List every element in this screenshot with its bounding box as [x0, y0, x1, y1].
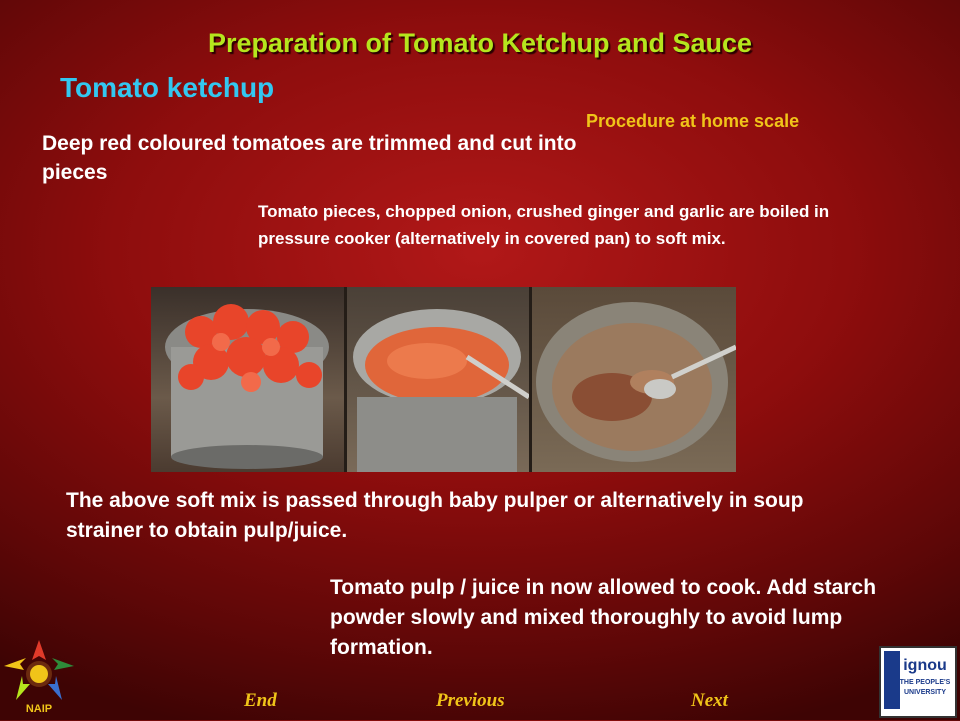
step-strain-pulp: The above soft mix is passed through baby pulper or alternatively in soup strainer to obtain pulp/juice. — [66, 489, 804, 542]
nav-next-link[interactable]: Next — [691, 690, 728, 711]
step-boil-mix: Tomato pieces, chopped onion, crushed ginger and garlic are boiled in pressure cooker (alternatively in covered pan) to soft mix. — [258, 202, 830, 248]
process-photos — [151, 287, 736, 472]
ignou-logo-tagline-2: UNIVERSITY — [903, 689, 947, 696]
photo-cut-tomatoes — [151, 287, 344, 472]
slide-subtitle: Tomato ketchup — [60, 72, 275, 103]
step-trim-tomatoes: Deep red coloured tomatoes are trimmed and cut into pieces — [42, 132, 577, 184]
nav-previous-link[interactable]: Previous — [436, 690, 505, 711]
slide-title: Preparation of Tomato Ketchup and Sauce — [207, 28, 753, 58]
ignou-logo-tagline-1: THE PEOPLE'S — [899, 679, 951, 686]
nav-end-link[interactable]: End — [244, 690, 277, 711]
naip-logo-text: NAIP — [25, 703, 53, 715]
ignou-logo-brand: ignou — [903, 657, 947, 674]
photo-strainer-pulp — [347, 287, 529, 472]
ignou-logo — [879, 646, 957, 718]
procedure-label: Procedure at home scale — [586, 111, 800, 131]
step-cook-pulp: Tomato pulp / juice in now allowed to cook. Add starch powder slowly and mixed thoroughly to avoid lump formation. — [330, 576, 877, 659]
naip-logo — [0, 636, 78, 716]
photo-strained-residue — [532, 287, 736, 472]
